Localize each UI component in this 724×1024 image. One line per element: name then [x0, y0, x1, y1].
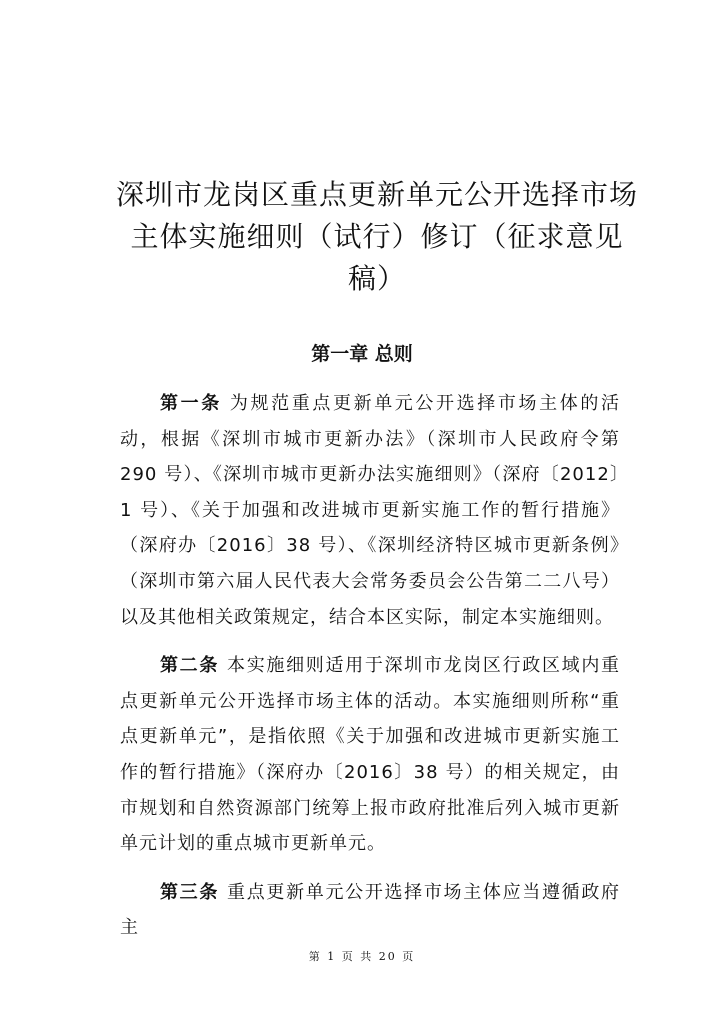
article-3-label: 第三条 [160, 881, 220, 903]
article-1 [120, 386, 620, 635]
document-title: 深圳市龙岗区重点更新单元公开选择市场主体实施细则（试行）修订（征求意见稿） [115, 178, 638, 295]
chapter-heading: 第一章 总则 [311, 343, 413, 365]
document-body [120, 386, 620, 959]
article-2-text: 本实施细则适用于深圳市龙岗区行政区域内重点更新单元公开选择市场主体的活动。本实施细则所称“重点更新单元”，是指依照《关于加强和改进城市更新实施工作的暂行措施》（深府办〔2016〕38 号）的相关规定，由市规划和自然资源部门统筹上报市政府批准后列入城市更新单元计划的重点城市更新单元。 [120, 655, 620, 855]
article-1-label: 第一条 [160, 393, 222, 414]
article-3-text: 重点更新单元公开选择市场主体应当遵循政府主 [120, 881, 620, 939]
article-1-text: 为规范重点更新单元公开选择市场主体的活动，根据《深圳市城市更新办法》（深圳市人民政府令第 290 号）、《深圳市城市更新办法实施细则》（深府〔2012〕1 号）、《关于加强和改进城市更新实施工作的暂行措施》（深府办〔2016〕38 号）、《深圳经济特区城市更新条例》（深圳市第六届人民代表大会常务委员会公告第二二八号）以及其他相关政策规定，结合本区实际，制定本实施细则。 [120, 393, 621, 628]
page-number-footer: 第 1 页 共 20 页 [308, 950, 416, 963]
article-3 [120, 875, 620, 946]
article-2-label: 第二条 [160, 655, 220, 677]
article-2 [120, 648, 620, 862]
